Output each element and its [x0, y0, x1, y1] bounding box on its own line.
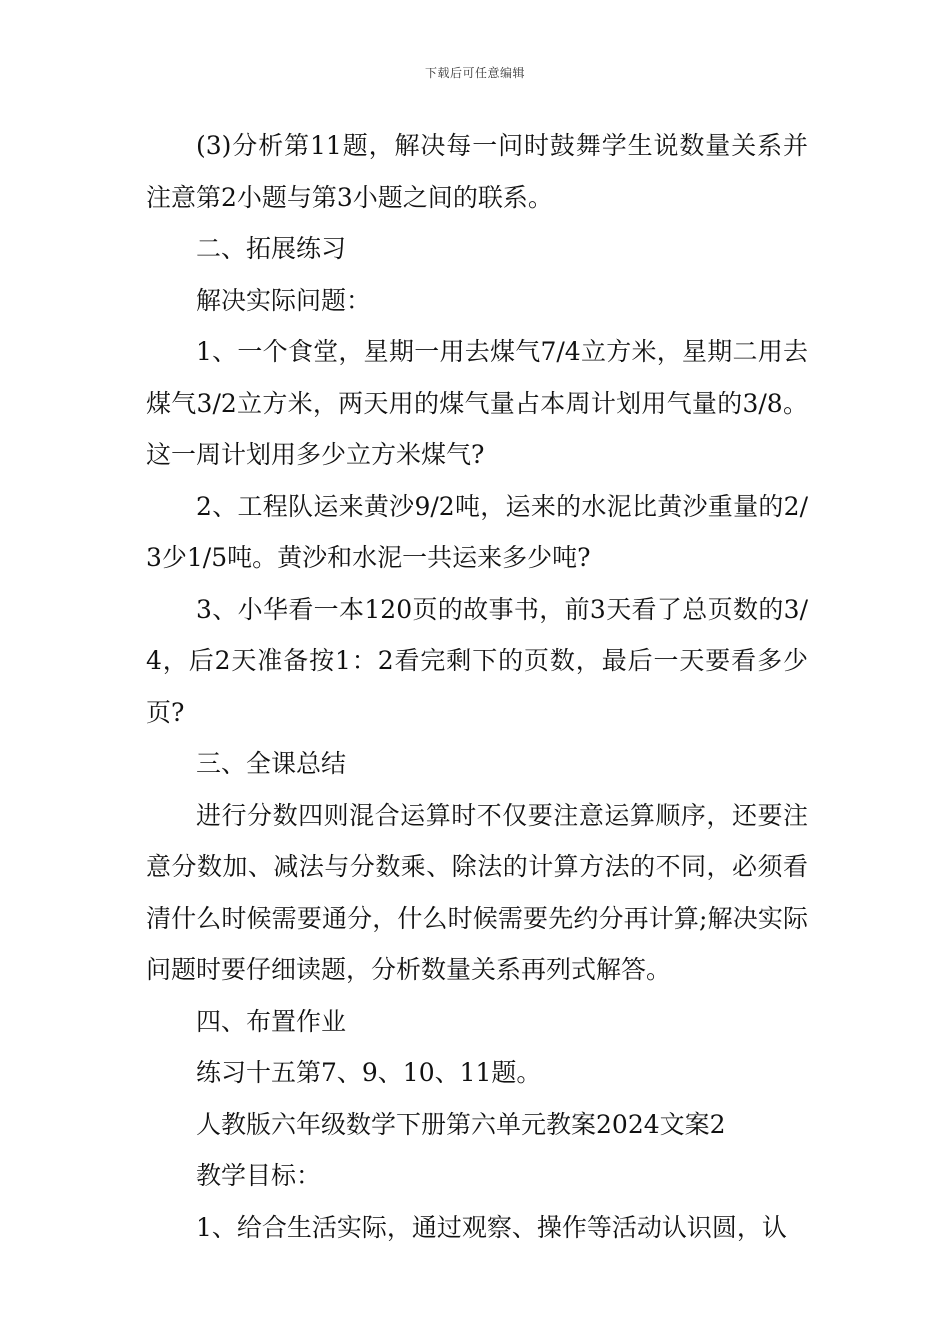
problem-2: 2、工程队运来黄沙9/2吨，运来的水泥比黄沙重量的2/3少1/5吨。黄沙和水泥一共运来多少吨?	[146, 491, 808, 572]
problem-3: 3、小华看一本120页的故事书，前3天看了总页数的3/4，后2天准备按1：2看完剩下的页数，最后一天要看多少页?	[146, 594, 808, 727]
document-title-2: 人教版六年级数学下册第六单元教案2024文案2	[196, 1109, 726, 1139]
section-heading-homework: 四、布置作业	[196, 1006, 347, 1036]
section-heading-extension: 二、拓展练习	[196, 234, 347, 263]
document-body	[146, 120, 808, 1253]
subheading-practical-problems: 解决实际问题：	[196, 285, 372, 315]
summary-paragraph: 进行分数四则混合运算时不仅要注意运算顺序，还要注意分数加、减法与分数乘、除法的计算方法的不同，必须看清什么时候需要通分，什么时候需要先约分再计算;解决实际问题时要仔细读题，分析数量关系再列式解答。	[146, 800, 808, 984]
problem-1: 1、一个食堂，星期一用去煤气7/4立方米，星期二用去煤气3/2立方米，两天用的煤气量占本周计划用气量的3/8。这一周计划用多少立方米煤气?	[146, 337, 808, 469]
page-header: 下载后可任意编辑	[424, 66, 525, 80]
paragraph-analysis-q11: (3)分析第11题，解决每一问时鼓舞学生说数量关系并注意第2小题与第3小题之间的联系。	[146, 131, 808, 212]
section-heading-summary: 三、全课总结	[196, 749, 347, 778]
subheading-objectives: 教学目标：	[196, 1161, 322, 1190]
homework-paragraph: 练习十五第7、9、10、11题。	[196, 1058, 542, 1087]
objective-1: 1、给合生活实际，通过观察、操作等活动认识圆，认	[196, 1212, 787, 1242]
